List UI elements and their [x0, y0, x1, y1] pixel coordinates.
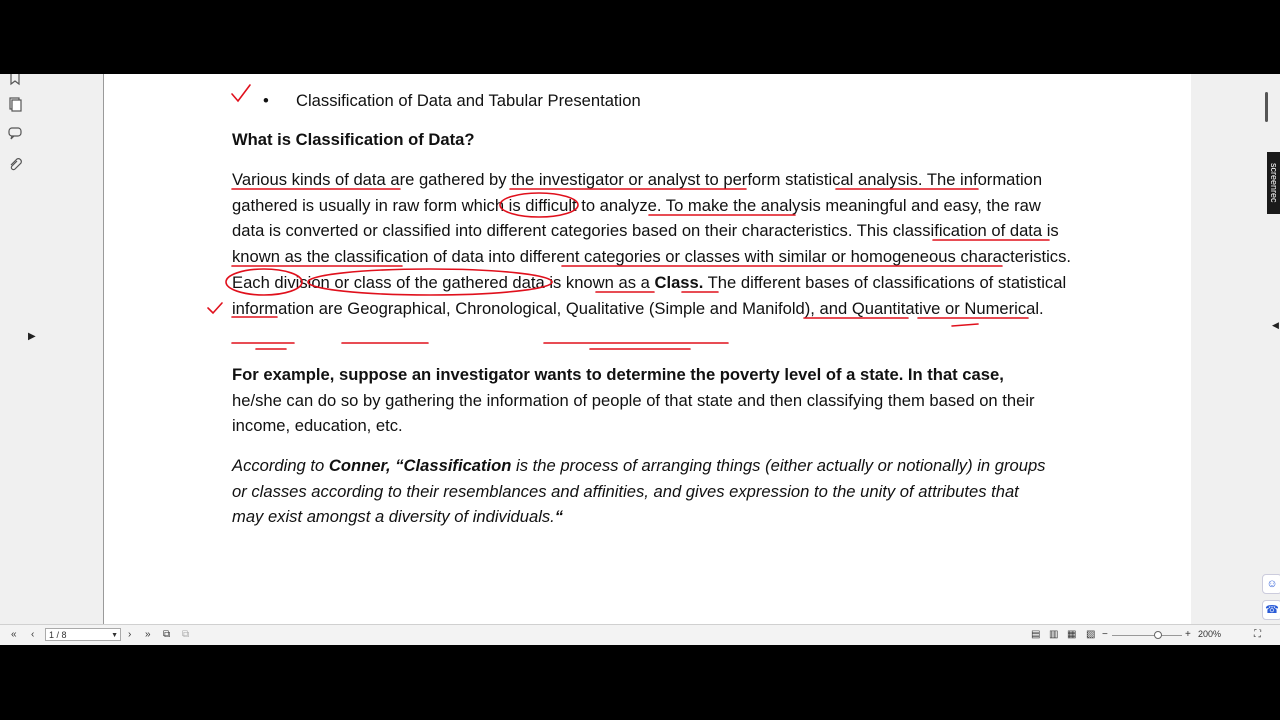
paragraph-definition-bases: The different bases of classifications of statistical information are Geographical, Chronological, Qualitative (Simple and Manifold), and Quantitative or Numerical.: [232, 272, 1067, 318]
page-indicator: 1 / 8: [49, 630, 67, 640]
zoom-slider[interactable]: [1112, 635, 1182, 636]
fit-icon[interactable]: ▧: [1086, 629, 1096, 640]
split-icon[interactable]: ⧉: [182, 629, 190, 640]
zoom-level[interactable]: 200%: [1198, 629, 1222, 639]
expand-sidebar-icon[interactable]: ▶: [28, 331, 36, 342]
underline-ink: [952, 324, 978, 326]
fullscreen-icon[interactable]: ⛶: [1254, 629, 1261, 640]
example-lead: For example, suppose an investigator wants to determine the poverty level of a state. In that case,: [232, 365, 1004, 384]
chat-icon[interactable]: ☺: [1262, 574, 1280, 594]
continuous-icon[interactable]: ▥: [1049, 629, 1059, 640]
quote-author: Conner, “Classification: [328, 456, 512, 475]
screenrec-widget[interactable]: screenrec: [1267, 152, 1280, 214]
quote-close: “: [554, 507, 564, 527]
single-page-icon[interactable]: ▤: [1031, 629, 1041, 640]
attachment-icon[interactable]: [7, 157, 23, 173]
section-heading: What is Classification of Data?: [232, 130, 475, 149]
status-bar: [0, 624, 1280, 645]
chevron-down-icon[interactable]: ▼: [111, 632, 118, 639]
bookmark-icon[interactable]: [7, 74, 23, 86]
pdf-page: [103, 74, 1193, 624]
bullet-heading: Classification of Data and Tabular Presentation: [296, 91, 641, 110]
paragraph-definition-text: Various kinds of data are gathered by the investigator or analyst to perform statistical analysis. The information gathered is usually in raw form which is difficult to analyze. To make the analysis meaningful and easy, the raw data is converted or classified into different categories based on their characteristics. This classification of data is known as the classification of data into different categories or classes with similar or homogeneous characteristics. Each division or class of the gathered data is known as a: [232, 170, 1072, 292]
paragraph-quote: [232, 453, 1052, 530]
quote-lead: According to: [232, 456, 329, 475]
comment-icon[interactable]: [7, 125, 23, 141]
zoom-in-icon[interactable]: +: [1185, 629, 1191, 640]
quote-text: is the process of arranging things (either actually or notionally) in groups or classes according to their resemblances and affinities, and gives expression to the unity of attributes that may exist amongst a diversity of individuals.: [232, 456, 1046, 527]
first-page-icon[interactable]: «: [11, 629, 17, 640]
last-page-icon[interactable]: »: [145, 629, 151, 640]
left-sidebar: [0, 74, 30, 624]
prev-page-icon[interactable]: ‹: [31, 629, 35, 640]
class-term: Class.: [654, 272, 704, 292]
ink-annotations: [104, 74, 1192, 624]
bullet-dot: •: [263, 91, 269, 110]
checkmark-ink: [208, 303, 222, 313]
two-page-icon[interactable]: ▦: [1067, 629, 1077, 640]
scroll-thumb[interactable]: [1265, 92, 1268, 122]
pages-icon[interactable]: [7, 96, 23, 112]
support-icon[interactable]: ☎: [1262, 600, 1280, 620]
zoom-out-icon[interactable]: −: [1102, 629, 1108, 640]
paragraph-definition: [232, 167, 1072, 321]
page-number-field[interactable]: [45, 628, 121, 641]
rotate-icon[interactable]: ⧉: [163, 629, 171, 640]
example-text: he/she can do so by gathering the information of people of that state and then classifying them based on their income, education, etc.: [232, 390, 1035, 436]
collapse-right-icon[interactable]: ◀: [1272, 320, 1279, 330]
checkmark-ink: [232, 85, 250, 101]
next-page-icon[interactable]: ›: [128, 629, 132, 640]
paragraph-example: [232, 362, 1052, 439]
pdf-viewer: [0, 74, 1280, 645]
zoom-slider-knob[interactable]: [1154, 631, 1162, 639]
